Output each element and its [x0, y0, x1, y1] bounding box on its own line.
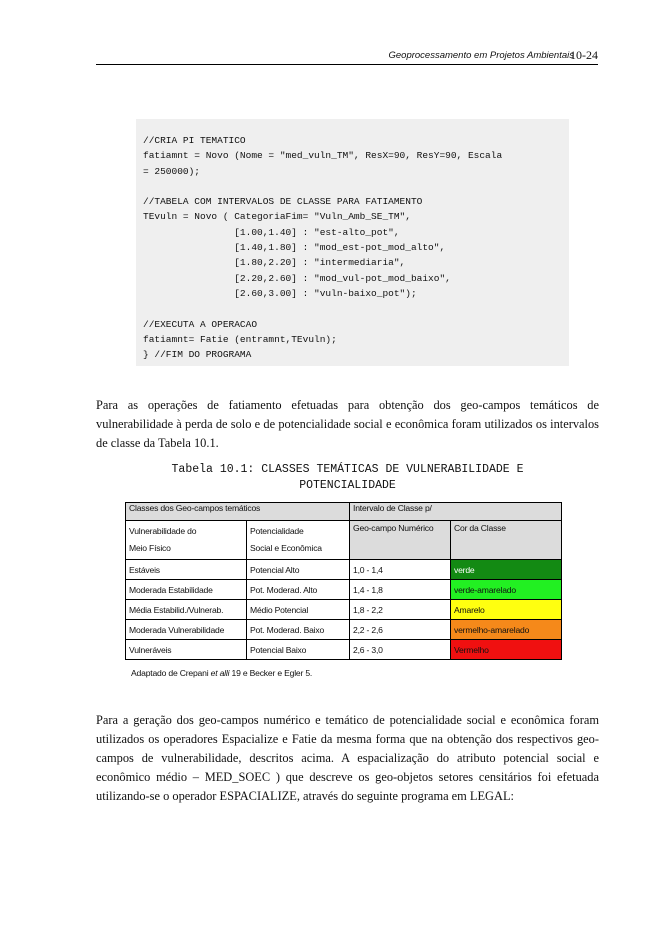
table-caption	[96, 462, 599, 494]
cell-color-name: vermelho-amarelado	[451, 620, 562, 640]
cell-vuln: Vulneráveis	[126, 640, 247, 660]
cell-interval: 1,8 - 2,2	[350, 600, 451, 620]
code-line: fatiamnt = Novo (Nome = "med_vuln_TM", ResX=90, ResY=90, Escala	[143, 150, 503, 162]
cell-color-name: Vermelho	[451, 640, 562, 660]
cell-color-name: verde-amarelado	[451, 580, 562, 600]
table-row	[126, 600, 562, 620]
header-vulnerability: Vulnerabilidade do Meio Físico	[126, 521, 247, 560]
cell-vuln: Moderada Vulnerabilidade	[126, 620, 247, 640]
table-row	[126, 620, 562, 640]
table-caption-line1: Tabela 10.1: CLASSES TEMÁTICAS DE VULNERABILIDADE E	[171, 463, 524, 476]
table-row	[126, 640, 562, 660]
table-row	[126, 580, 562, 600]
code-block	[136, 119, 569, 366]
code-line: TEvuln = Novo ( CategoriaFim= "Vuln_Amb_SE_TM",	[143, 211, 411, 223]
header-interval: Intervalo de Classe p/	[350, 503, 562, 521]
classes-table	[125, 502, 562, 660]
cell-interval: 2,2 - 2,6	[350, 620, 451, 640]
code-line: fatiamnt= Fatie (entramnt,TEvuln);	[143, 333, 337, 345]
code-line: = 250000);	[143, 165, 201, 177]
code-line: [2.20,2.60] : "mod_vul-pot_mod_baixo",	[143, 272, 451, 284]
code-line: //CRIA PI TEMATICO	[143, 135, 246, 146]
code-line: [1.80,2.20] : "intermediaria",	[143, 257, 406, 269]
cell-color-name: Amarelo	[451, 600, 562, 620]
code-line: [2.60,3.00] : "vuln-baixo_pot");	[143, 287, 417, 299]
header-color: Cor da Classe	[451, 521, 562, 560]
code-line: [1.40,1.80] : "mod_est-pot_mod_alto",	[143, 242, 446, 254]
page-header	[96, 50, 598, 65]
cell-interval: 1,4 - 1,8	[350, 580, 451, 600]
header-numeric: Geo-campo Numérico	[350, 521, 451, 560]
cell-vuln: Moderada Estabilidade	[126, 580, 247, 600]
code-line: //TABELA COM INTERVALOS DE CLASSE PARA FATIAMENTO	[143, 196, 423, 208]
cell-interval: 2,6 - 3,0	[350, 640, 451, 660]
paragraph-intro: Para as operações de fatiamento efetuadas para obtenção dos geo-campos temáticos de vulnerabilidade à perda de solo e de potencialidade social e econômica foram utilizados os intervalos de classe da Tabela 10.1.	[96, 398, 599, 450]
cell-pot: Médio Potencial	[247, 600, 350, 620]
cell-pot: Pot. Moderad. Alto	[247, 580, 350, 600]
code-line: } //FIM DO PROGRAMA	[143, 349, 252, 361]
code-line: //EXECUTA A OPERACAO	[143, 318, 258, 330]
cell-pot: Pot. Moderad. Baixo	[247, 620, 350, 640]
page-number: 10-24	[570, 48, 598, 62]
cell-vuln: Estáveis	[126, 560, 247, 580]
source-note: Adaptado de Crepani et alli 19 e Becker e Egler 5.	[131, 668, 313, 678]
cell-pot: Potencial Alto	[247, 560, 350, 580]
header-title: Geoprocessamento em Projetos Ambientais	[388, 50, 574, 61]
table-row	[126, 560, 562, 580]
cell-pot: Potencial Baixo	[247, 640, 350, 660]
header-potential: Potencialidade Social e Econômica	[247, 521, 350, 560]
cell-color-name: verde	[451, 560, 562, 580]
table-caption-line2: POTENCIALIDADE	[299, 479, 396, 492]
cell-interval: 1,0 - 1,4	[350, 560, 451, 580]
cell-vuln: Média Estabilid./Vulnerab.	[126, 600, 247, 620]
header-geo-classes: Classes dos Geo-campos temáticos	[126, 503, 350, 521]
paragraph-body: Para a geração dos geo-campos numérico e temático de potencialidade social e econômica foram utilizados os operadores Espacialize e Fatie da mesma forma que na obtenção dos respectivos geo-campos de vulnerabilidade, descritos acima. A espacialização do atributo potencial social e econômico médio – MED_SOEC ) que descreve os geo-objetos setores censitários foi efetuada utilizando-se o operador ESPACIALIZE, através do seguinte programa em LEGAL:	[96, 713, 599, 803]
code-line: [1.00,1.40] : "est-alto_pot",	[143, 226, 400, 238]
code-text	[136, 119, 569, 362]
